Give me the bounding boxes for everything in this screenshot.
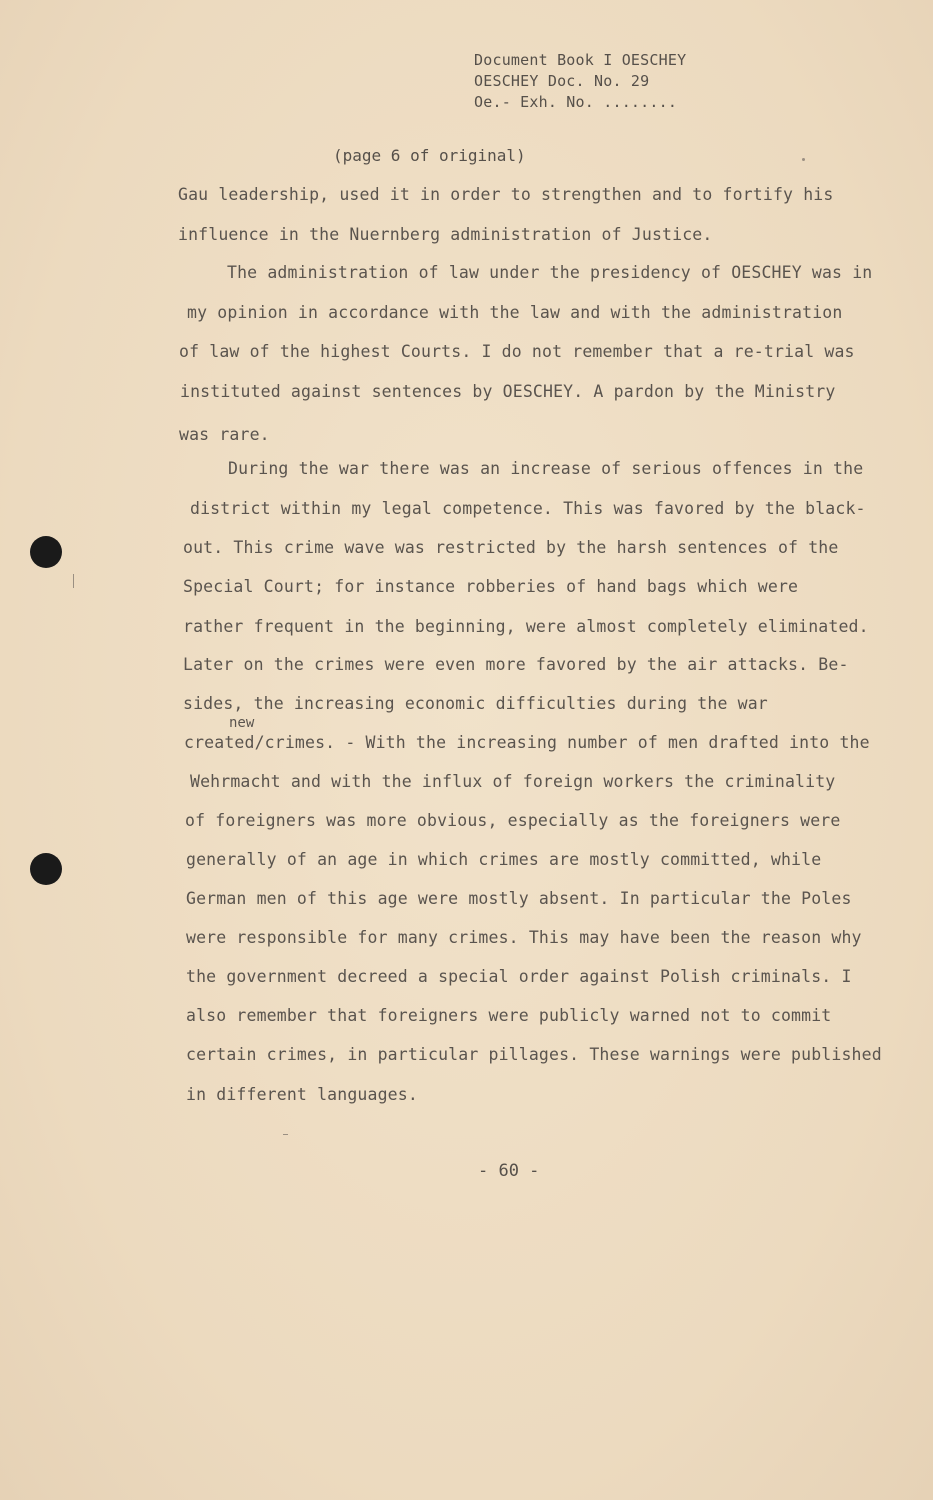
body-line: sides, the increasing economic difficulties during the war [183,694,768,713]
paper-speck [283,1134,288,1135]
body-line: also remember that foreigners were publicly warned not to commit [186,1006,832,1025]
body-line: rather frequent in the beginning, were almost completely eliminated. [183,617,869,636]
body-line: influence in the Nuernberg administration of Justice. [178,225,713,244]
body-line: in different languages. [186,1085,418,1104]
body-line: of foreigners was more obvious, especially as the foreigners were [185,811,841,830]
body-line: the government decreed a special order against Polish criminals. I [186,967,852,986]
header-doc-line: OESCHEY Doc. No. 29 [474,72,650,90]
body-line: Special Court; for instance robberies of hand bags which were [183,577,799,596]
original-page-reference: (page 6 of original) [333,146,526,165]
body-line: certain crimes, in particular pillages. These warnings were published [186,1045,882,1064]
body-line: created/crimes. - With the increasing number of men drafted into the [184,733,870,752]
header-exhibit-line: Oe.- Exh. No. ........ [474,93,678,111]
body-line: Gau leadership, used it in order to strengthen and to fortify his [178,185,834,204]
body-line: out. This crime wave was restricted by the harsh sentences of the [183,538,839,557]
body-line: my opinion in accordance with the law and with the administration [187,303,843,322]
header-book-line: Document Book I OESCHEY [474,51,687,69]
page-number: - 60 - [478,1161,540,1181]
body-line: The administration of law under the presidency of OESCHEY was in [227,263,873,282]
paper-speck [802,158,805,161]
body-line: instituted against sentences by OESCHEY. A pardon by the Ministry [180,382,836,401]
body-line: German men of this age were mostly absent. In particular the Poles [186,889,852,908]
body-line: During the war there was an increase of serious offences in the [228,459,864,478]
body-line: were responsible for many crimes. This may have been the reason why [186,928,862,947]
handwritten-insert: new [229,715,255,731]
body-line: Later on the crimes were even more favored by the air attacks. Be- [183,655,849,674]
document-header [474,50,686,113]
body-line: generally of an age in which crimes are mostly committed, while [186,850,822,869]
body-line: district within my legal competence. This was favored by the black- [190,499,866,518]
punch-hole [30,536,62,568]
body-line: of law of the highest Courts. I do not remember that a re-trial was [179,342,855,361]
body-line: was rare. [179,425,270,444]
punch-hole [30,853,62,885]
paper-mark [73,574,74,588]
body-line: Wehrmacht and with the influx of foreign workers the criminality [190,772,836,791]
